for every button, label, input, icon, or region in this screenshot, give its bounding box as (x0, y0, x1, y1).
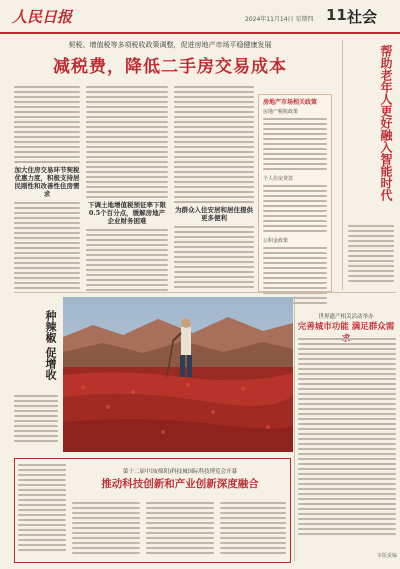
lead-subhead-1: 加大住房交易环节契税优惠力度，积极支持居民刚性和改善性住房需求 (14, 166, 80, 198)
sidebar-box-item: 个人住房贷款 (263, 176, 294, 182)
photo-caption: 种辣椒 促增收 (44, 310, 57, 380)
column-divider (342, 40, 343, 290)
sidebar-box-body-1 (259, 116, 331, 175)
opinion-body (348, 225, 394, 290)
lead-column-1 (14, 86, 80, 291)
lead-headline: 减税费，降低二手房交易成本 (53, 57, 287, 77)
side-story-kicker: 世界遗产相关活动举办 (318, 314, 374, 320)
lead-kicker: 契税、增值税等多项税收政策调整，促进房地产市场平稳健康发展 (68, 41, 272, 49)
section-divider (14, 292, 396, 293)
photo-caption-body (14, 395, 58, 450)
lead-column-3 (174, 86, 254, 291)
chili-harvest-photo (63, 297, 293, 452)
column-divider (294, 296, 295, 561)
lead-subhead-3: 为群众入住安居和居住提供更多便利 (175, 206, 253, 222)
sidebar-box-item: 房地产税收政策 (263, 109, 299, 115)
masthead (0, 0, 400, 34)
section-name: 社会 (347, 8, 378, 26)
page-number: 11 (326, 6, 347, 24)
bottom-story-kicker: 第十二届中国(绵阳)科技城国际科技博览会开幕 (122, 469, 238, 475)
policy-sidebar-box (258, 94, 332, 292)
opinion-headline: 帮助老年人更好融入智能时代 (379, 45, 393, 201)
page-footer: 本版责编 (376, 553, 397, 559)
lead-subhead-2: 下调土地增值税预征率下限0.5个百分点，缓解房地产企业财务困难 (88, 201, 166, 225)
newspaper-logo: 人民日报 (12, 8, 73, 26)
side-story-body (298, 338, 396, 548)
bottom-story-body-1 (72, 502, 140, 558)
bottom-story-body-2 (146, 502, 214, 558)
sidebar-box-title: 房地产市场相关政策 (263, 99, 318, 106)
issue-date: 2024年11月14日 星期四 (245, 16, 314, 23)
sidebar-box-body-2 (259, 183, 331, 237)
bottom-story-headline: 推动科技创新和产业创新深度融合 (101, 478, 259, 490)
bottom-story-lead-text (18, 464, 66, 558)
lead-column-2 (86, 86, 168, 291)
bottom-story-body-3 (220, 502, 286, 558)
side-story-headline: 完善城市功能 满足群众需 (297, 322, 395, 332)
sidebar-box-item: 公积金政策 (263, 238, 289, 244)
